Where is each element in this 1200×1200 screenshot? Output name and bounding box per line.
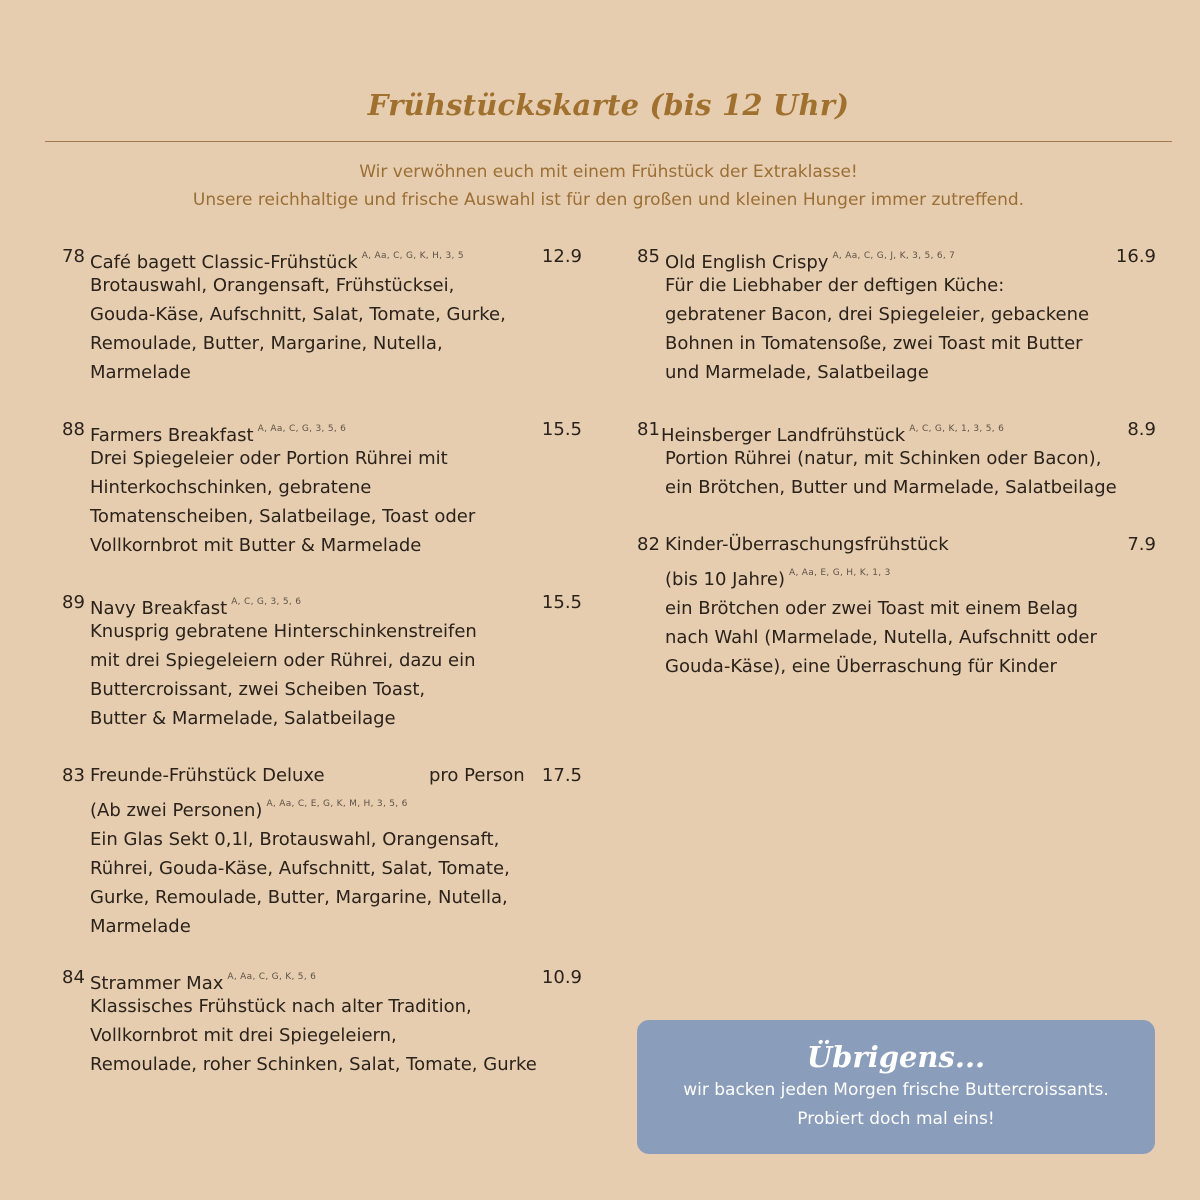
item-number: 88 [62, 419, 85, 440]
item-price: 12.9 [541, 246, 582, 267]
desc-line: Rührei, Gouda-Käse, Aufschnitt, Salat, Tomate, [90, 858, 510, 879]
menu-item-89 [62, 588, 582, 733]
item-name-wrap [661, 415, 1004, 450]
intro-line: Wir verwöhnen euch mit einem Frühstück der Extraklasse! [359, 162, 858, 182]
desc-line: gebratener Bacon, drei Spiegeleier, gebackene [665, 304, 1090, 325]
item-description [637, 271, 1156, 387]
item-name-wrap [90, 242, 464, 277]
desc-line: Gouda-Käse), eine Überraschung für Kinder [665, 656, 1057, 677]
item-description [62, 444, 582, 560]
desc-line: Portion Rührei (natur, mit Schinken oder Bacon), [665, 448, 1102, 469]
item-name: Heinsberger Landfrühstück [661, 425, 906, 446]
item-number: 85 [637, 246, 660, 267]
menu-item-85 [637, 242, 1156, 387]
menu-item-83 [62, 761, 582, 941]
desc-line: Knusprig gebratene Hinterschinkenstreifen [90, 621, 477, 642]
item-subname-wrap [665, 559, 1156, 594]
info-box [637, 1020, 1155, 1154]
desc-line: Klassisches Frühstück nach alter Tradition, [90, 996, 472, 1017]
item-subname-wrap [90, 790, 582, 825]
item-name: Navy Breakfast [90, 598, 228, 619]
item-number: 84 [62, 967, 85, 988]
menu-item-78 [62, 242, 582, 387]
desc-line: Vollkornbrot mit Butter & Marmelade [90, 535, 422, 556]
item-price: 15.5 [541, 592, 582, 613]
item-allergens: A, Aa, C, G, K, 5, 6 [227, 972, 317, 982]
desc-line: Marmelade [90, 916, 191, 937]
item-name: Strammer Max [90, 973, 224, 994]
item-allergens: A, Aa, C, G, 3, 5, 6 [257, 424, 347, 434]
item-price-note: pro Person [429, 765, 525, 786]
info-box-line: Probiert doch mal eins! [797, 1109, 995, 1129]
item-description [62, 790, 582, 941]
desc-line: Gurke, Remoulade, Butter, Margarine, Nutella, [90, 887, 508, 908]
item-price: 16.9 [1115, 246, 1156, 267]
item-name: Café bagett Classic-Frühstück [90, 252, 358, 273]
desc-line: ein Brötchen, Butter und Marmelade, Salatbeilage [665, 477, 1117, 498]
item-price: 7.9 [1127, 534, 1156, 555]
item-name: Kinder-Überraschungsfrühstück [665, 534, 949, 555]
item-allergens: A, Aa, E, G, H, K, 1, 3 [789, 568, 891, 578]
item-description [62, 617, 582, 733]
desc-line: Bohnen in Tomatensoße, zwei Toast mit Butter [665, 333, 1083, 354]
desc-line: Gouda-Käse, Aufschnitt, Salat, Tomate, Gurke, [90, 304, 506, 325]
desc-line: Brotauswahl, Orangensaft, Frühstücksei, [90, 275, 455, 296]
desc-line: Ein Glas Sekt 0,1l, Brotauswahl, Orangensaft, [90, 829, 500, 850]
item-number: 78 [62, 246, 85, 267]
item-allergens: A, C, G, 3, 5, 6 [231, 597, 302, 607]
item-name: Freunde-Frühstück Deluxe [90, 765, 325, 786]
menu-item-81 [637, 415, 1156, 502]
info-box-line: wir backen jeden Morgen frische Buttercroissants. [683, 1080, 1109, 1100]
item-number: 83 [62, 765, 85, 786]
menu-item-88 [62, 415, 582, 560]
item-description [62, 271, 582, 387]
desc-line: Hinterkochschinken, gebratene [90, 477, 372, 498]
item-name-wrap [90, 415, 346, 450]
intro-text [0, 158, 1200, 214]
item-description [637, 444, 1156, 502]
desc-line: Remoulade, roher Schinken, Salat, Tomate, Gurke [90, 1054, 537, 1075]
item-price: 15.5 [541, 419, 582, 440]
item-name: Old English Crispy [665, 252, 829, 273]
item-number: 82 [637, 534, 660, 555]
desc-line: ein Brötchen oder zwei Toast mit einem Belag [665, 598, 1078, 619]
item-price: 17.5 [541, 765, 582, 786]
desc-line: Für die Liebhaber der deftigen Küche: [665, 275, 1005, 296]
desc-line: Drei Spiegeleier oder Portion Rührei mit [90, 448, 448, 469]
item-price: 10.9 [541, 967, 582, 988]
title-divider [45, 141, 1172, 142]
desc-line: Buttercroissant, zwei Scheiben Toast, [90, 679, 426, 700]
item-name-wrap [665, 242, 955, 277]
item-allergens: A, Aa, C, G, J, K, 3, 5, 6, 7 [832, 251, 956, 261]
desc-line: Remoulade, Butter, Margarine, Nutella, [90, 333, 443, 354]
item-allergens: A, Aa, C, G, K, H, 3, 5 [361, 251, 464, 261]
desc-line: Marmelade [90, 362, 191, 383]
item-name-wrap [90, 588, 301, 623]
item-subname: (bis 10 Jahre) [665, 569, 786, 590]
menu-item-84 [62, 963, 582, 1079]
desc-line: nach Wahl (Marmelade, Nutella, Aufschnitt oder [665, 627, 1097, 648]
item-number: 81 [637, 419, 660, 440]
desc-line: Tomatenscheiben, Salatbeilage, Toast oder [90, 506, 476, 527]
desc-line: mit drei Spiegeleiern oder Rührei, dazu ein [90, 650, 476, 671]
desc-line: und Marmelade, Salatbeilage [665, 362, 929, 383]
item-description [62, 992, 582, 1079]
page-title: Frühstückskarte (bis 12 Uhr) [367, 88, 850, 122]
menu-item-82 [637, 530, 1156, 681]
item-allergens: A, C, G, K, 1, 3, 5, 6 [909, 424, 1005, 434]
desc-line: Vollkornbrot mit drei Spiegeleiern, [90, 1025, 397, 1046]
desc-line: Butter & Marmelade, Salatbeilage [90, 708, 396, 729]
item-number: 89 [62, 592, 85, 613]
item-allergens: A, Aa, C, E, G, K, M, H, 3, 5, 6 [266, 799, 408, 809]
item-name: Farmers Breakfast [90, 425, 254, 446]
info-box-title: Übrigens... [806, 1040, 986, 1074]
intro-line: Unsere reichhaltige und frische Auswahl ist für den großen und kleinen Hunger immer zutreffend. [192, 190, 1025, 210]
item-name-wrap [90, 963, 316, 998]
item-description [637, 559, 1156, 681]
item-subname: (Ab zwei Personen) [90, 800, 263, 821]
item-price: 8.9 [1127, 419, 1156, 440]
